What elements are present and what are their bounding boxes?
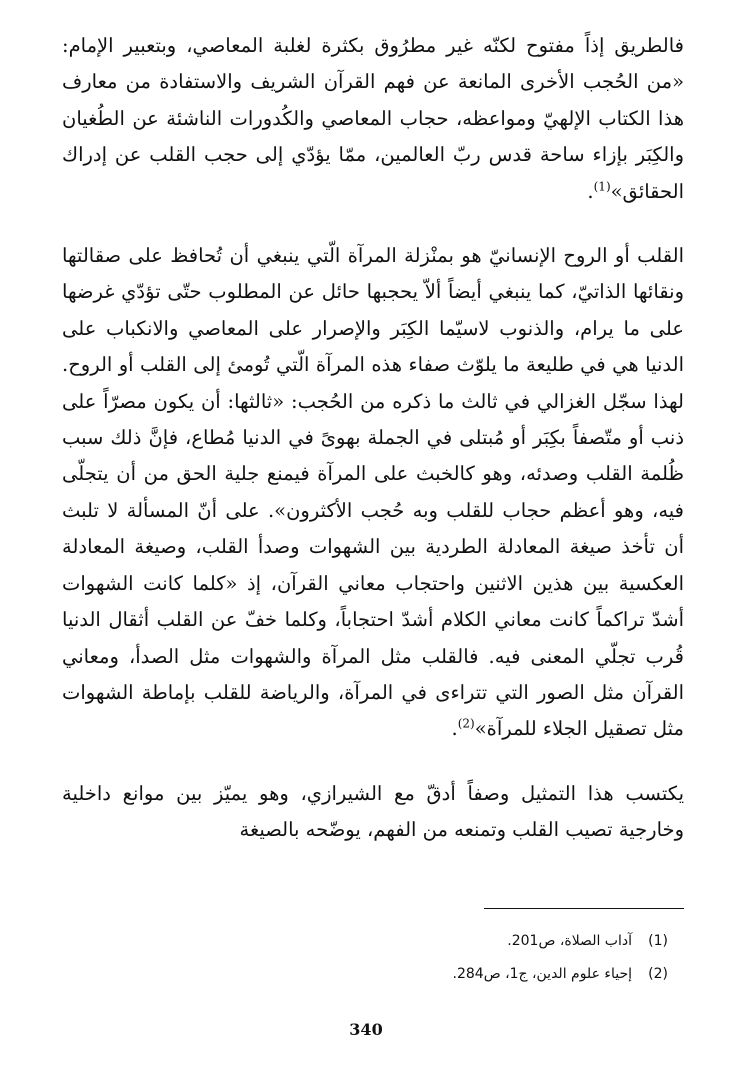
page-number: 340 [349,1020,383,1039]
paragraph-1-end: . [587,179,594,203]
page-body [62,28,684,982]
footnote-2 [453,958,669,991]
body-paragraph-2 [62,238,684,748]
paragraph-3-text: يكتسب هذا التمثيل وصفاً أدقّ مع الشيرازي، وهو يميّز بين موانع داخلية وخارجية تصيب القلب وتمنعه من الفهم، يوضّحه بالصيغة [62,781,684,842]
body-paragraph-1 [62,28,684,210]
footnote-2-text: إحياء علوم الدين، ج1، ص284. [452,966,632,982]
footnote-1-number: (1) [648,933,668,949]
footnote-ref-1: (1) [593,179,611,194]
footnote-ref-2: (2) [457,716,475,731]
paragraph-2-end: . [451,717,458,741]
footnote-divider [484,908,684,909]
footnote-1-text: آداب الصلاة، ص201. [507,933,632,949]
body-paragraph-3 [62,776,684,849]
paragraph-1-text: فالطريق إذاً مفتوح لكنّه غير مطرُوق بكثرة لغلبة المعاصي، وبتعبير الإمام: «من الحُجب الأخرى المانعة عن فهم القرآن الشريف والاستفادة من معارف هذا الكتاب الإلهيّ ومواعظه، حجاب المعاصي والكُدورات الناشئة عن الطُغيان والكِبَر بإزاء ساحة قدس ربّ العالمين، ممّا يؤدّي إلى حجب القلب عن إدراك الحقائق» [62,34,684,203]
footnotes [453,925,669,991]
paragraph-2-text: القلب أو الروح الإنسانيّ هو بمنْزلة المرآة الّتي ينبغي أن تُحافظ على صقالتها ونقائها الذاتيّ، كما ينبغي أيضاً ألاّ يحجبها حائل عن المطلوب حتّى تؤدّي غرضها على ما يرام، والذنوب لاسيّما الكِبَر والإصرار على المعاصي والانكباب على الدنيا هي في طليعة ما يلوّث صفاء هذه المرآة الّتي تُومئ إلى القلب أو الروح. لهذا سجّل الغزالي في ثالث ما ذكره من الحُجب: «ثالثها: أن يكون مصرّاً على ذنب أو متّصفاً بكِبَر أو مُبتلى في الجملة بهوىً في الدنيا مُطاع، فإنَّ ذلك سبب ظُلمة القلب وصدئه، وهو كالخبث على المرآة فيمنع جلية الحق من أن يتجلّى فيه، وهو أعظم حجاب للقلب وبه حُجب الأكثرون». على أنّ المسألة لا تلبث أن تأخذ صيغة المعادلة الطردية بين الشهوات وصدأ القلب، وصيغة المعادلة العكسية بين هذين الاثنين واحتجاب معاني القرآن، إذ «كلما كانت الشهوات أشدّ تراكماً كانت معاني الكلام أشدّ احتجاباً، وكلما خفّ عن القلب أثقال الدنيا قُرب تجلّي المعنى فيه. فالقلب مثل المرآة والشهوات مثل الصدأ، ومعاني القرآن مثل الصور التي تتراءى في المرآة، والرياضة للقلب بإماطة الشهوات مثل تصقيل الجلاء للمرآة» [62,244,684,741]
footnote-2-number: (2) [648,966,668,982]
footnote-1 [453,925,669,958]
